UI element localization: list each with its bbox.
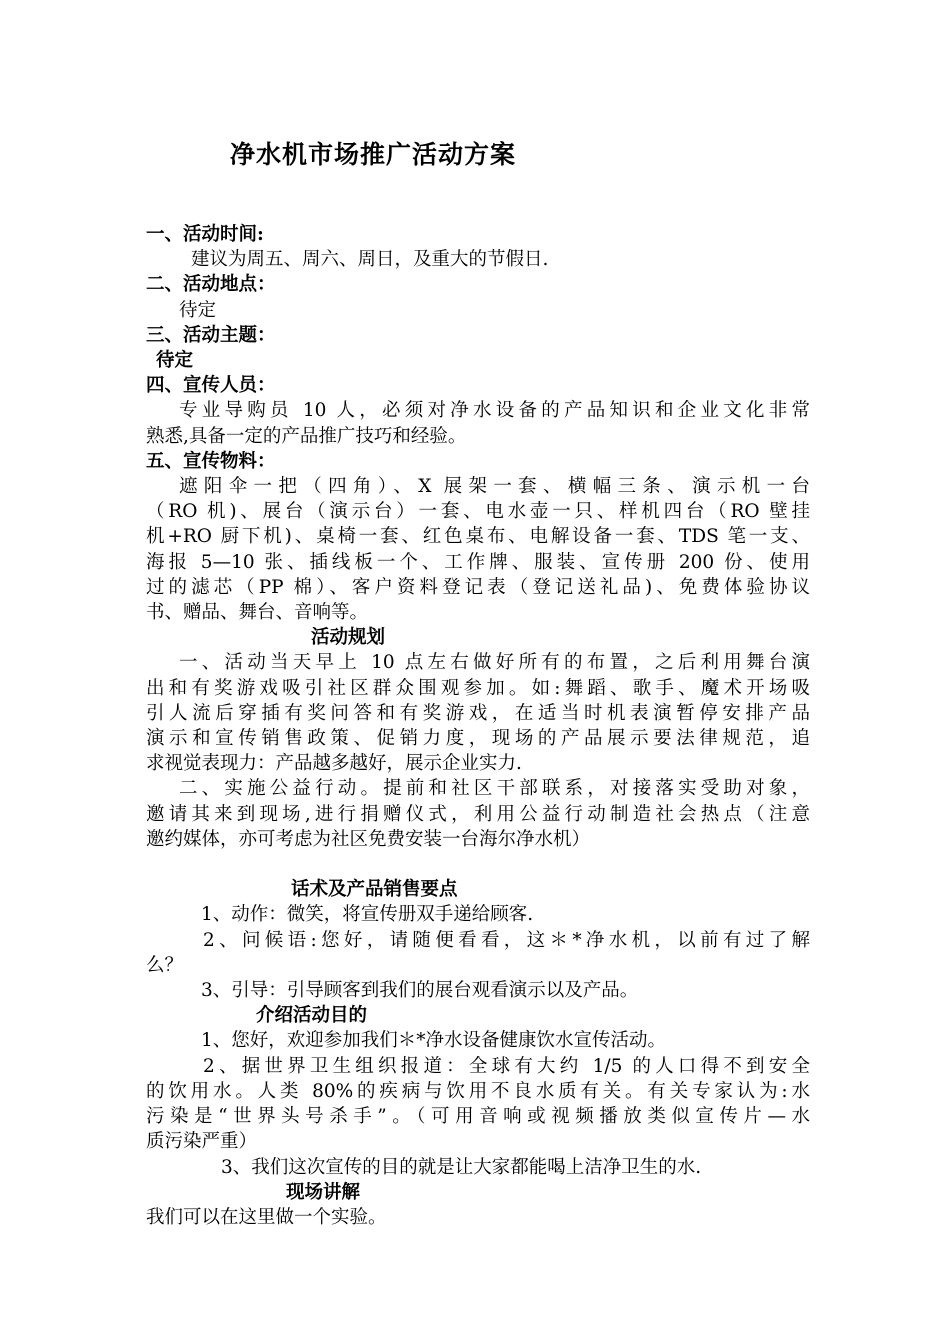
sales-item-1: 1、动作：微笑，将宣传册双手递给顾客.	[201, 904, 534, 926]
section-heading-time: 一、活动时间:	[146, 224, 264, 245]
materials-line: 书、赠品、舞台、音响等。	[146, 602, 369, 624]
demo-text: 我们可以在这里做一个实验。	[146, 1206, 387, 1228]
planning-para1-line: 一、活动当天早上 10 点左右做好所有的布置，之后利用舞台演	[179, 652, 810, 674]
sales-heading: 话术及产品销售要点	[291, 879, 458, 901]
section-text-theme: 待定	[156, 350, 194, 372]
planning-para2-line: 邀约媒体，亦可考虑为社区免费安装一台海尔净水机）	[146, 828, 591, 850]
materials-line: 机+RO 厨下机)、桌椅一套、红色桌布、电解设备一套、TDS 笔一支、	[146, 526, 810, 548]
materials-line: 海报 5—10 张、插线板一个、工作牌、服装、宣传册 200 份、使用	[146, 551, 810, 573]
sales-item-2-line: 么？	[146, 954, 184, 976]
purpose-item-2-line: 2、据世界卫生组织报道：全球有大约 1/5 的人口得不到安全	[203, 1055, 810, 1077]
section-heading-staff: 四、宣传人员：	[146, 375, 276, 397]
purpose-item-2-line: 质污染严重）	[146, 1131, 258, 1153]
document-title: 净水机市场推广活动方案	[230, 140, 517, 169]
planning-para1-line: 出和有奖游戏吸引社区群众围观参加。如:舞蹈、歌手、魔术开场吸	[146, 677, 810, 699]
planning-para2-line: 二、实施公益行动。提前和社区干部联系，对接落实受助对象，	[179, 778, 810, 800]
section-heading-place: 二、活动地点：	[146, 274, 276, 296]
section-text-place: 待定	[179, 299, 217, 321]
purpose-item-2-line: 的饮用水。人类 80%的疾病与饮用不良水质有关。有关专家认为:水	[146, 1080, 810, 1102]
sales-item-3: 3、引导：引导顾客到我们的展台观看演示以及产品。	[201, 980, 639, 1002]
staff-line: 熟悉,具备一定的产品推广技巧和经验。	[146, 425, 467, 447]
purpose-item-1: 1、您好，欢迎参加我们＊*净水设备健康饮水宣传活动。	[201, 1030, 667, 1052]
planning-para1-line: 引人流后穿插有奖问答和有奖游戏，在适当时机表演暂停安排产品	[146, 702, 810, 724]
planning-para1-line: 求视觉表现力：产品越多越好，展示企业实力.	[146, 753, 522, 775]
purpose-item-3: 3、我们这次宣传的目的就是让大家都能喝上洁净卫生的水.	[221, 1156, 702, 1178]
staff-line: 专业导购员 10 人，必须对净水设备的产品知识和企业文化非常	[179, 400, 810, 422]
materials-line: 过的滤芯（PP 棉）、客户资料登记表（登记送礼品)、免费体验协议	[146, 576, 810, 598]
planning-para1-line: 演示和宣传销售政策、促销力度，现场的产品展示要法律规范，追	[146, 728, 810, 750]
materials-line: 遮阳伞一把（四角）、X 展架一套、横幅三条、演示机一台	[179, 476, 810, 498]
document-body	[146, 222, 810, 1230]
purpose-heading: 介绍活动目的	[256, 1005, 368, 1027]
section-text-time: 建议为周五、周六、周日，及重大的节假日.	[191, 249, 549, 271]
demo-heading: 现场讲解	[286, 1181, 361, 1203]
materials-line: （RO 机)、展台（演示台）一套、电水壶一只、样机四台（RO 壁挂	[146, 501, 810, 523]
planning-heading: 活动规划	[311, 627, 386, 649]
purpose-item-2-line: 污染是“世界头号杀手”。（可用音响或视频播放类似宣传片—水	[146, 1106, 810, 1128]
blank-line	[146, 852, 810, 877]
sales-item-2-line: 2、问候语:您好，请随便看看，这＊*净水机，以前有过了解	[203, 929, 810, 951]
planning-para2-line: 邀请其来到现场,进行捐赠仪式，利用公益行动制造社会热点（注意	[146, 803, 810, 825]
section-heading-materials: 五、宣传物料：	[146, 450, 276, 472]
section-heading-theme: 三、活动主题：	[146, 324, 276, 346]
